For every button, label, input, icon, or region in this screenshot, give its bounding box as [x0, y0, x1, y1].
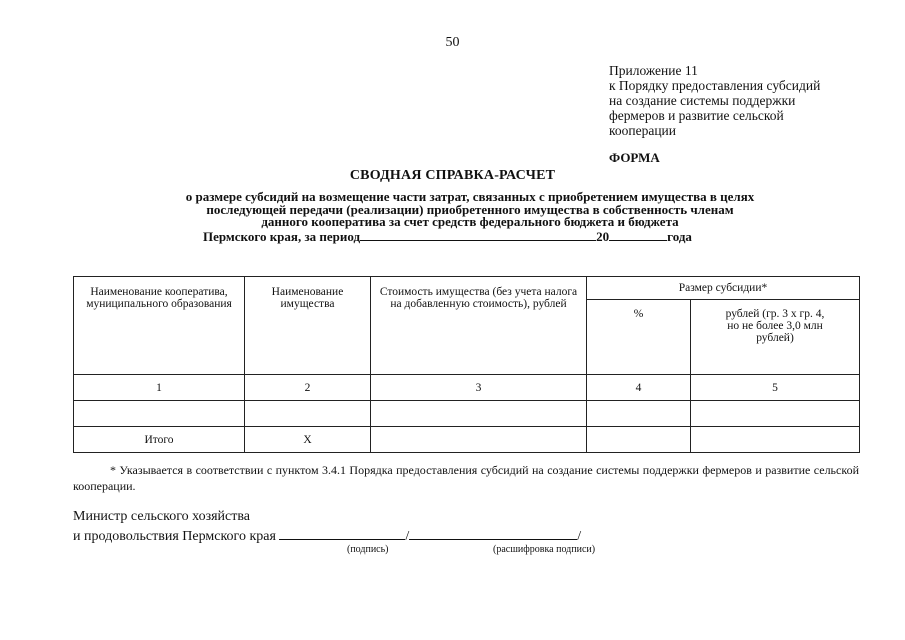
column-number: 5 — [691, 375, 860, 401]
year-blank[interactable] — [609, 229, 667, 241]
appendix-line: кооперации — [609, 123, 677, 138]
total-percent-cell[interactable] — [587, 427, 691, 453]
table-cell[interactable] — [587, 401, 691, 427]
appendix-reference — [609, 63, 889, 165]
total-row — [74, 427, 860, 453]
form-label: ФОРМА — [609, 150, 660, 165]
signature-separator: / — [577, 529, 582, 544]
year-prefix: 20 — [596, 228, 610, 244]
subtitle-line: последующей передачи (реализации) приобретенного имущества в собственность членам — [206, 201, 734, 217]
header-cost: Стоимость имущества (без учета налога на добавленную стоимость), рублей — [371, 277, 587, 375]
appendix-line: к Порядку предоставления субсидий — [609, 78, 821, 93]
header-property: Наименование имущества — [245, 277, 371, 375]
subtitle-line: о размере субсидий на возмещение части затрат, связанных с приобретением имущества в целях — [185, 189, 755, 204]
header-percent: % — [587, 300, 691, 375]
header-subsidy-group: Размер субсидии* — [587, 277, 860, 300]
name-blank[interactable] — [409, 526, 577, 540]
subtitle-line: данного кооператива за счет средств федерального бюджета и бюджета — [261, 214, 679, 229]
period-line — [105, 229, 835, 244]
signature-block — [73, 507, 633, 546]
total-cost-cell[interactable] — [371, 427, 587, 453]
column-number: 4 — [587, 375, 691, 401]
subsidy-table — [73, 276, 860, 453]
column-number: 1 — [74, 375, 245, 401]
period-blank[interactable] — [360, 229, 596, 241]
footnote: * Указывается в соответствии с пунктом 3.4.1 Порядка предоставления субсидий на создание системы поддержки фермеров и развитие сельской кооперации. — [73, 463, 859, 493]
period-prefix: Пермского края, за период — [203, 228, 361, 244]
name-caption: (расшифровка подписи) — [493, 544, 596, 555]
column-number: 3 — [371, 375, 587, 401]
total-property-mark: Х — [245, 427, 371, 453]
appendix-line: фермеров и развитие сельской — [609, 108, 784, 123]
table-row — [74, 401, 860, 427]
document-title: СВОДНАЯ СПРАВКА-РАСЧЕТ — [349, 168, 556, 183]
document-subtitle — [105, 191, 835, 243]
page-number: 50 — [445, 35, 460, 50]
appendix-line: на создание системы поддержки — [609, 93, 796, 108]
header-cooperative: Наименование кооператива, муниципального образования — [74, 277, 245, 375]
header-rubles: рублей (гр. 3 х гр. 4, но не более 3,0 млн рублей) — [691, 300, 860, 375]
total-label: Итого — [74, 427, 245, 453]
table-cell[interactable] — [691, 401, 860, 427]
total-rubles-cell[interactable] — [691, 427, 860, 453]
signature-blank[interactable] — [279, 526, 405, 540]
signature-title-line2: и продовольствия Пермского края — [73, 529, 276, 544]
appendix-line: Приложение 11 — [609, 63, 698, 78]
signature-caption: (подпись) — [347, 544, 389, 555]
table-cell[interactable] — [74, 401, 245, 427]
table-cell[interactable] — [371, 401, 587, 427]
column-number: 2 — [245, 375, 371, 401]
signature-title-line2-row — [73, 526, 633, 546]
table-cell[interactable] — [245, 401, 371, 427]
year-suffix: года — [667, 228, 692, 244]
signature-separator: / — [405, 529, 410, 544]
signature-title-line1: Министр сельского хозяйства — [73, 509, 250, 524]
